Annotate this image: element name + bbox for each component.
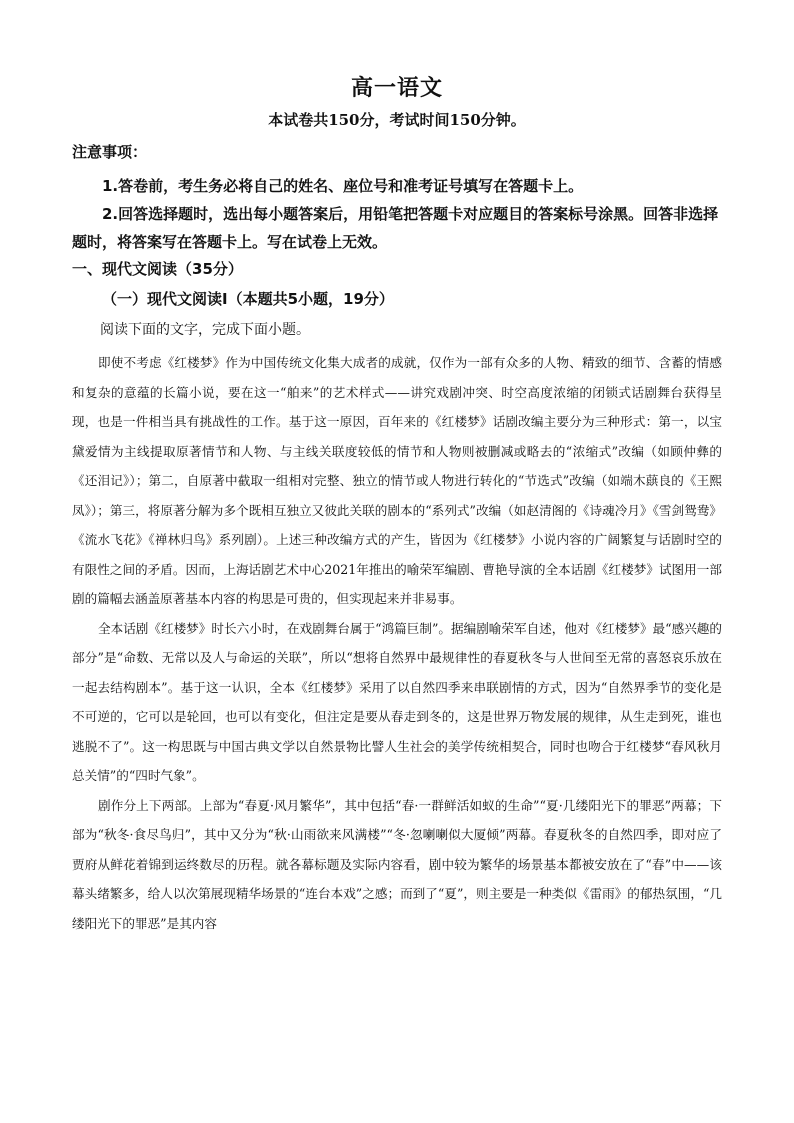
passage-paragraph-3: 剧作分上下两部。上部为“春夏·风月繁华”，其中包括“春·一群鲜活如蚁的生命”“夏·几缕阳光下的罪恶”两幕；下部为“秋冬·食尽鸟归”，其中又分为“秋·山雨欲来风满楼”“冬·忽喇喇似大厦倾”两幕。春夏秋冬的自然四季，即对应了贾府从鲜花着锦到运终数尽的历程。就各幕标题及实际内容看，剧中较为繁华的场景基本都被安放在了“春”中——该幕头绪繁多，给人以次第展现精华场景的“连台本戏”之感；而到了“夏”，则主要是一种类似《雷雨》的郁热氛围，“几缕阳光下的罪恶”是其内容 (72, 797, 722, 931)
passage-paragraph-2: 全本话剧《红楼梦》时长六小时，在戏剧舞台属于“鸿篇巨制”。据编剧喻荣军自述，他对《红楼梦》最“感兴趣的部分”是“命数、无常以及人与命运的关联”，所以“想将自然界中最规律性的春夏秋冬与人世间至无常的喜怒哀乐放在一起去结构剧本”。基于这一认识，全本《红楼梦》采用了以自然四季来串联剧情的方式，因为“自然界季节的变化是不可逆的，它可以是轮回，也可以有变化，但注定是要从春走到冬的，这是世界万物发展的规律，从生走到死，谁也逃脱不了”。这一构思既与中国古典文学以自然景物比譬人生社会的美学传统相契合，同时也吻合于红楼梦“春风秋月总关情”的“四时气象”。 (72, 620, 722, 783)
exam-title: 高一语文 (350, 75, 443, 101)
reading-instruction: 阅读下面的文字，完成下面小题。 (100, 322, 310, 338)
subsection-heading: （一）现代文阅读Ⅰ（本题共5小题，19分） (102, 290, 394, 308)
notice-heading: 注意事项： (72, 143, 148, 161)
passage-paragraph-1: 即使不考虑《红楼梦》作为中国传统文化集大成者的成就，仅作为一部有众多的人物、精致的细节、含蓄的情感和复杂的意蕴的长篇小说，要在这一“舶来”的艺术样式——讲究戏剧冲突、时空高度浓缩的闭锁式话剧舞台获得呈现，也是一件相当具有挑战性的工作。基于这一原因，百年来的《红楼梦》话剧改编主要分为三种形式：第一，以宝黛爱情为主线提取原著情节和人物、与主线关联度较低的情节和人物则被删减或略去的“浓缩式”改编（如顾仲彝的《还泪记》）；第二，自原著中截取一组相对完整、独立的情节或人物进行转化的“节选式”改编（如端木蕻良的《王熙凤》）；第三，将原著分解为多个既相互独立又彼此关联的剧本的“系列式”改编（如赵清阁的《诗魂冷月》《雪剑鸳鸯》《流水飞花》《禅林归鸟》系列剧）。上述三种改编方式的产生，皆因为《红楼梦》小说内容的广阔繁复与话剧时空的有限性之间的矛盾。因而，上海话剧艺术中心2021年推出的喻荣军编剧、曹艳导演的全本话剧《红楼梦》试图用一部剧的篇幅去涵盖原著基本内容的构思是可贵的，但实现起来并非易事。 (72, 355, 722, 606)
notice-item-2: 2.回答选择题时，选出每小题答案后，用铅笔把答题卡对应题目的答案标号涂黑。回答非选择题时，将答案写在答题卡上。写在试卷上无效。 (72, 205, 719, 251)
notice-item-1: 1.答卷前，考生务必将自己的姓名、座位号和准考证号填写在答题卡上。 (102, 177, 584, 195)
section-heading: 一、现代文阅读（35分） (72, 260, 243, 278)
exam-subtitle: 本试卷共150分，考试时间150分钟。 (268, 111, 526, 129)
